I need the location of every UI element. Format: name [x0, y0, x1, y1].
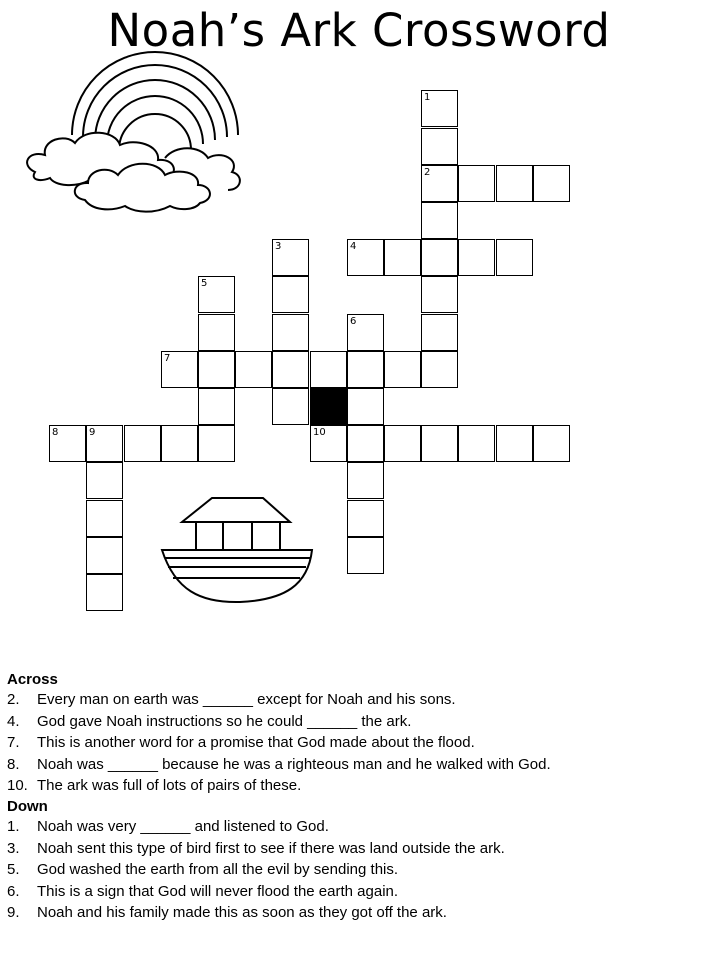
grid-cell[interactable]: [421, 425, 458, 462]
clue-number: 2.: [7, 691, 20, 708]
grid-cell[interactable]: [421, 128, 458, 165]
clue-number-label: 1: [424, 92, 431, 103]
grid-cell[interactable]: [496, 165, 533, 202]
down-heading: Down: [7, 797, 48, 815]
clue-text: This is a sign that God will never flood the earth again.: [37, 882, 399, 900]
clue-number-label: 9: [89, 427, 96, 438]
clue-across: [7, 732, 712, 754]
grid-cell[interactable]: [533, 425, 570, 462]
grid-cell[interactable]: [86, 537, 123, 574]
grid-cell[interactable]: [496, 425, 533, 462]
clue-text: Noah was ______ because he was a righteous man and he walked with God.: [37, 755, 551, 773]
ark-illustration: [162, 498, 312, 602]
across-heading: Across: [7, 671, 58, 688]
grid-cell[interactable]: [421, 351, 458, 388]
grid-cell[interactable]: [347, 388, 384, 425]
grid-cell[interactable]: [310, 351, 347, 388]
clue-across: [7, 689, 712, 711]
page-title: Noah’s Ark Crossword: [107, 4, 611, 57]
clue-down: [7, 859, 712, 881]
grid-cell[interactable]: [272, 388, 309, 425]
clue-across: [7, 711, 712, 733]
clue-across: [7, 754, 712, 776]
grid-cell[interactable]: [347, 351, 384, 388]
grid-cell[interactable]: [384, 351, 421, 388]
clue-number-label: 2: [424, 167, 431, 178]
clue-number: 9.: [7, 904, 20, 922]
grid-cell[interactable]: [496, 239, 533, 276]
grid-cell[interactable]: [198, 314, 235, 351]
grid-cell[interactable]: [458, 239, 495, 276]
grid-cell[interactable]: [421, 314, 458, 351]
grid-cell[interactable]: [347, 425, 384, 462]
grid-cell[interactable]: [421, 202, 458, 239]
clue-number: 1.: [7, 817, 20, 835]
clue-number-label: 10: [313, 427, 326, 438]
grid-cell[interactable]: [272, 351, 309, 388]
clue-text: Noah and his family made this as soon as they got off the ark.: [37, 904, 447, 922]
clue-number-label: 3: [275, 241, 282, 252]
clue-down: [7, 881, 712, 903]
clue-number: 4.: [7, 712, 20, 730]
grid-cell[interactable]: [421, 276, 458, 313]
grid-cell[interactable]: [198, 388, 235, 425]
clue-down: [7, 838, 712, 860]
grid-cell[interactable]: [421, 239, 458, 276]
clue-text: Noah was very ______ and listened to God.: [37, 817, 329, 835]
clue-number-label: 5: [201, 278, 208, 289]
grid-cell[interactable]: [86, 574, 123, 611]
grid-cell[interactable]: [86, 500, 123, 537]
clue-across: [7, 775, 712, 797]
clue-text: The ark was full of lots of pairs of these.: [37, 777, 302, 795]
grid-cell[interactable]: [458, 165, 495, 202]
grid-cell[interactable]: [198, 425, 235, 462]
grid-cell[interactable]: [272, 276, 309, 313]
clue-number: 7.: [7, 734, 20, 752]
clue-number: 10.: [7, 777, 28, 795]
clue-text: God washed the earth from all the evil by sending this.: [37, 861, 399, 879]
clue-number-label: 4: [350, 241, 357, 252]
clue-text: Every man on earth was ______ except for Noah and his sons.: [37, 691, 456, 708]
grid-cell[interactable]: [533, 165, 570, 202]
clue-number: 5.: [7, 861, 20, 879]
grid-cell[interactable]: [161, 425, 198, 462]
clue-number-label: 8: [52, 427, 59, 438]
black-square: [310, 388, 347, 425]
grid-cell[interactable]: [347, 537, 384, 574]
grid-cell[interactable]: [86, 462, 123, 499]
clue-down: [7, 902, 712, 924]
clue-number: 3.: [7, 839, 20, 857]
clue-number: 8.: [7, 755, 20, 773]
clue-text: God gave Noah instructions so he could ______ the ark.: [37, 712, 412, 730]
clue-text: This is another word for a promise that God made about the flood.: [37, 734, 475, 752]
clue-number-label: 7: [164, 353, 171, 364]
clue-number-label: 6: [350, 316, 357, 327]
grid-cell[interactable]: [347, 500, 384, 537]
grid-cell[interactable]: [272, 314, 309, 351]
grid-cell[interactable]: [384, 425, 421, 462]
clues-section: [7, 670, 712, 924]
grid-cell[interactable]: [384, 239, 421, 276]
grid-cell[interactable]: [347, 462, 384, 499]
grid-cell[interactable]: [235, 351, 272, 388]
grid-cell[interactable]: [458, 425, 495, 462]
clue-number: 6.: [7, 882, 20, 900]
clue-text: Noah sent this type of bird first to see if there was land outside the ark.: [37, 839, 505, 857]
rainbow-clouds-illustration: [27, 52, 240, 212]
grid-cell[interactable]: [124, 425, 161, 462]
clue-down: [7, 816, 712, 838]
grid-cell[interactable]: [198, 351, 235, 388]
